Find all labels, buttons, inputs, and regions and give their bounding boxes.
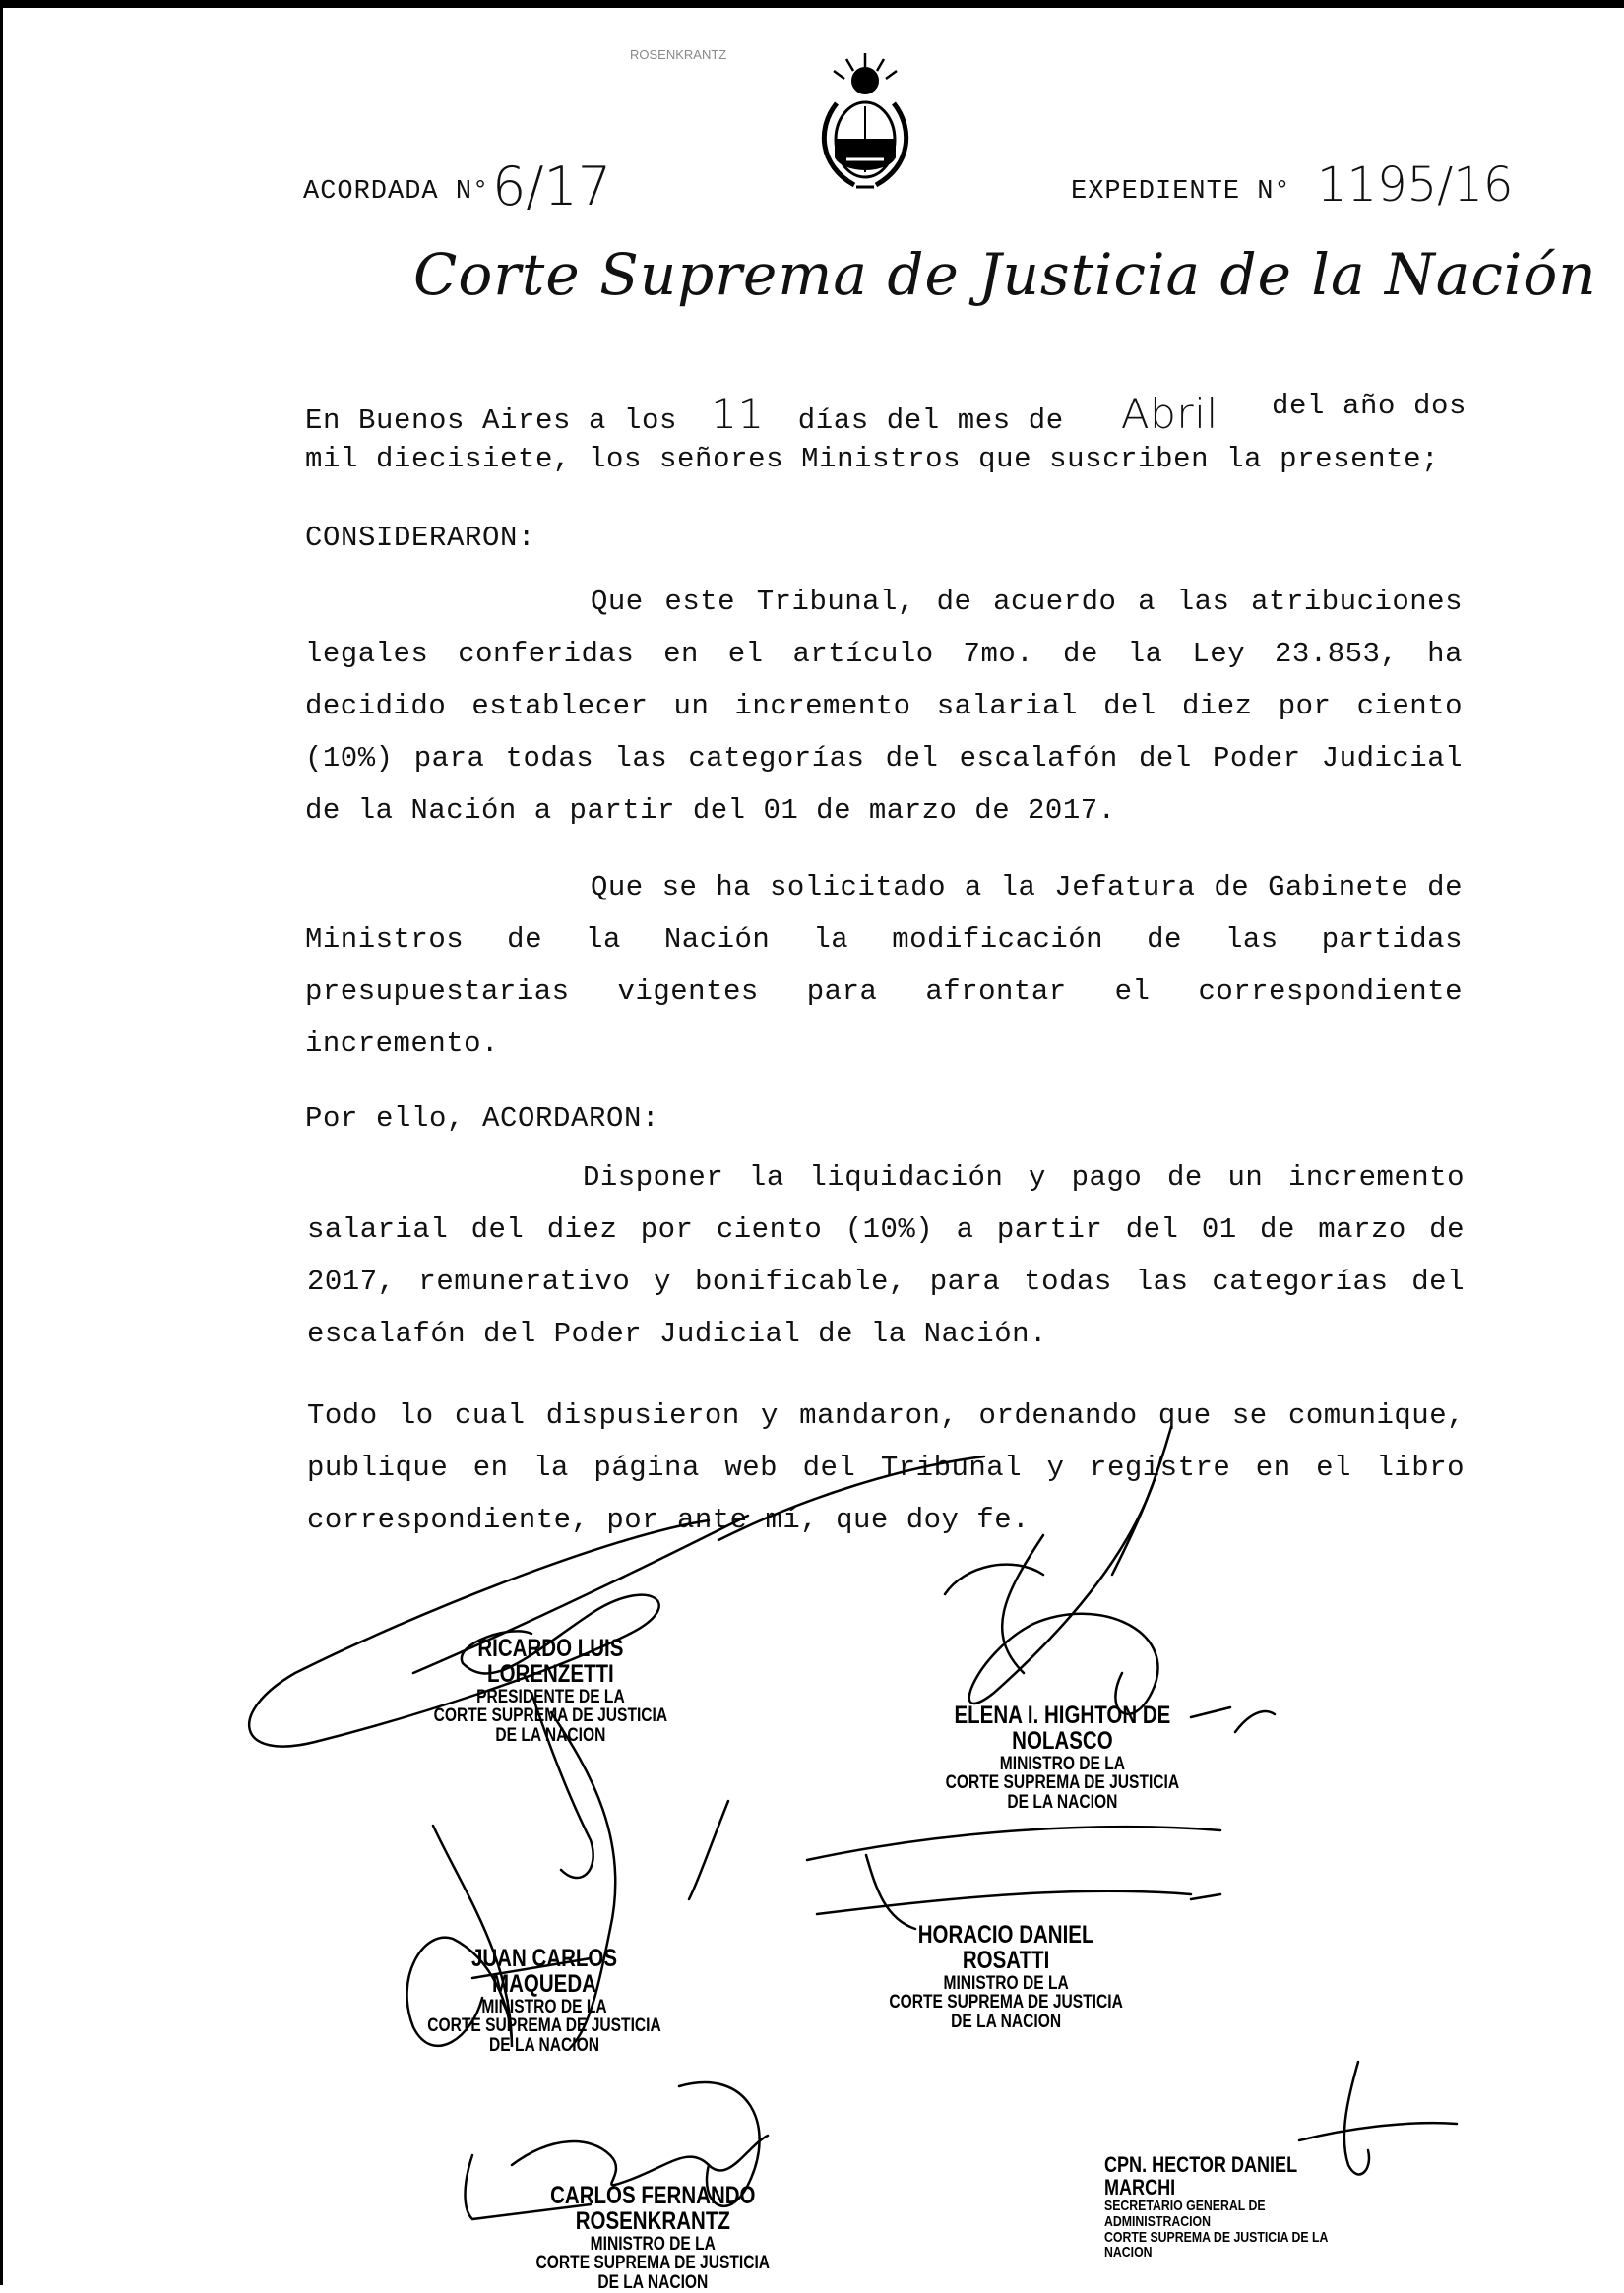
signatory-role: DE LA NACION — [489, 2035, 599, 2057]
signatory-stamp-rosatti — [881, 1922, 1131, 2032]
signatory-name: JUAN CARLOS MAQUEDA — [470, 1945, 618, 1999]
opening-line-1 — [305, 390, 1467, 438]
faint-stamp — [630, 47, 726, 62]
opening-suffix: del año dos — [1271, 390, 1467, 422]
acordada-label: ACORDADA N° — [303, 177, 490, 207]
agreed-heading: Por ello, ACORDARON: — [305, 1102, 660, 1135]
handwritten-day: 11 — [711, 390, 765, 438]
signatory-role: MINISTRO DE LA — [999, 1753, 1126, 1774]
signatory-role: DE LA NACION — [495, 1725, 606, 1747]
court-name: Corte Suprema de Justicia de la Nación — [413, 241, 1596, 308]
scan-left-edge — [0, 0, 3, 2285]
signatory-role: DE LA NACION — [1007, 1792, 1118, 1814]
signatory-role: CORTE SUPREMA DE JUSTICIA — [535, 2253, 771, 2274]
coat-of-arms-emblem — [807, 49, 923, 197]
acordada-number: 6/17 — [492, 155, 612, 217]
signatory-name: CARLOS FERNANDO ROSENKRANTZ — [550, 2182, 756, 2236]
signatory-stamp-rosenkrantz — [520, 2183, 786, 2293]
signatory-role: CORTE SUPREMA DE JUSTICIA — [945, 1772, 1180, 1794]
signatory-name: HORACIO DANIEL ROSATTI — [917, 1921, 1094, 1975]
signatory-role: MINISTRO DE LA — [481, 1996, 607, 2017]
paragraph-3: Disponer la liquidación y pago de un incremento salarial del diez por ciento (10%) a partir del 01 de marzo de 2017, remunerativo y bonificable, para todas las categorías del escalafón del Poder Judicial de la Nación. — [307, 1161, 1465, 1350]
signatory-stamp-highton — [925, 1703, 1200, 1813]
signatory-role: CORTE SUPREMA DE JUSTICIA — [889, 1992, 1123, 2014]
signature-rosatti — [807, 1827, 1220, 1860]
signatory-role: SECRETARIO GENERAL DE ADMINISTRACION — [1104, 2198, 1266, 2230]
opening-prefix: En Buenos Aires a los — [305, 404, 678, 437]
paragraph-1: Que este Tribunal, de acuerdo a las atribuciones legales conferidas en el artículo 7mo. de la Ley 23.853, ha decidido establecer un incremento salarial del diez por ciento (10%) para todas las categorías del escalafón del Poder Judicial de la Nación a partir del 01 de marzo de 2017. — [305, 586, 1463, 827]
signatory-name: ELENA I. HIGHTON DE NOLASCO — [954, 1702, 1171, 1756]
signatory-role: CORTE SUPREMA DE JUSTICIA — [427, 2015, 661, 2037]
signatory-name: RICARDO LUIS LORENZETTI — [477, 1635, 624, 1689]
signatory-role: DE LA NACION — [597, 2272, 709, 2293]
signatory-stamp-marchi — [1104, 2153, 1331, 2261]
faint-stamp-text: ROSENKRANTZ — [630, 47, 727, 62]
signature-marchi — [1344, 2062, 1369, 2174]
signatory-role: DE LA NACION — [951, 2012, 1062, 2033]
handwritten-month: Abril — [1120, 390, 1218, 438]
signatory-role: PRESIDENTE DE LA — [476, 1686, 625, 1707]
considered-heading: CONSIDERARON: — [305, 522, 536, 554]
signatory-role: MINISTRO DE LA — [590, 2233, 716, 2255]
signatory-name: CPN. HECTOR DANIEL MARCHI — [1104, 2152, 1297, 2200]
expediente-label: EXPEDIENTE N° — [1071, 177, 1291, 207]
paragraph-2: Que se ha solicitado a la Jefatura de Gabinete de Ministros de la Nación la modificación de las partidas presupuestarias vigentes para afrontar el correspondiente incremento. — [305, 871, 1463, 1060]
expediente-number: 1195/16 — [1317, 157, 1514, 213]
signatory-stamp-lorenzetti — [413, 1636, 688, 1746]
signatory-role: CORTE SUPREMA DE JUSTICIA DE LA NACION — [1104, 2228, 1328, 2262]
signatory-stamp-maqueda — [423, 1946, 665, 2056]
closing-paragraph: Todo lo cual dispusieron y mandaron, ordenando que se comunique, publique en la página web del Tribunal y registre en el libro correspondiente, por ante mí, que doy fe. — [307, 1399, 1465, 1536]
signatory-role: CORTE SUPREMA DE JUSTICIA — [433, 1705, 668, 1727]
scan-top-edge — [0, 0, 1624, 8]
opening-mid: días del mes de — [797, 404, 1064, 437]
opening-line-2: mil diecisiete, los señores Ministros que suscriben la presente; — [305, 443, 1440, 475]
signatory-role: MINISTRO DE LA — [943, 1972, 1069, 1994]
